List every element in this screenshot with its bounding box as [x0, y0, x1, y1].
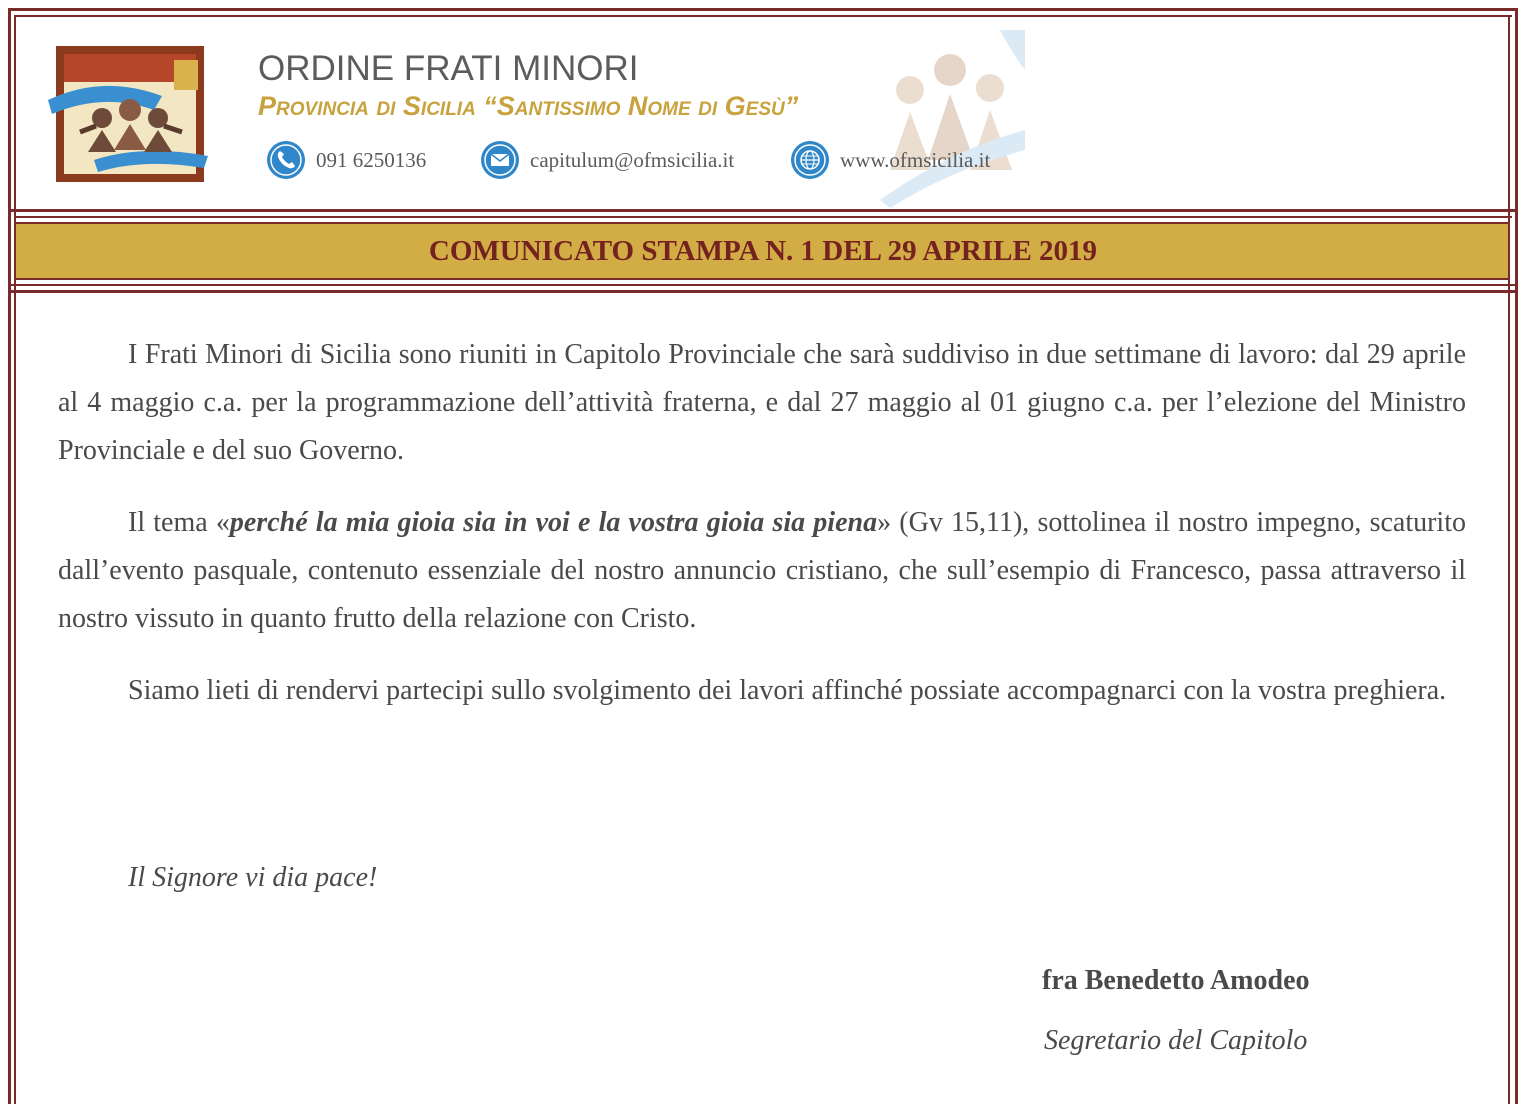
- paragraph-2-intro: Il tema «: [128, 507, 230, 538]
- header-rule-1: [8, 209, 1518, 212]
- signature-role: Segretario del Capitolo: [1044, 1025, 1308, 1056]
- band-rule-1: [8, 284, 1518, 286]
- paragraph-2: [58, 499, 1466, 643]
- signature-name: fra Benedetto Amodeo: [1042, 965, 1310, 996]
- header-rule-2: [14, 216, 1512, 218]
- frame-left-outer: [8, 8, 11, 1104]
- paragraph-2-rest: » (Gv 15,11), sottolinea il nostro impegno, scaturito dall’evento pasquale, contenuto essenziale del nostro annuncio cristiano, che sull’esempio di Francesco, passa attraverso il nostro vissuto in quanto frutto della relazione con Cristo.: [58, 507, 1466, 634]
- frame-left-inner: [14, 15, 16, 1104]
- mail-icon: [480, 140, 520, 180]
- province-name: Provincia di Sicilia “Santissimo Nome di Gesù”: [258, 91, 799, 121]
- frame-right-outer: [1515, 8, 1518, 1104]
- band-rule-2: [8, 290, 1518, 293]
- contact-email[interactable]: [480, 138, 734, 182]
- email-address: capitulum@ofmsicilia.it: [530, 147, 735, 172]
- org-title: ORDINE FRATI MINORI: [258, 49, 639, 88]
- globe-icon: [790, 140, 830, 180]
- contact-phone[interactable]: [266, 138, 426, 182]
- closing-greeting: Il Signore vi dia pace!: [128, 862, 378, 893]
- website-url: www.ofmsicilia.it: [840, 147, 991, 172]
- frame-top-inner: [14, 15, 1512, 17]
- phone-number: 091 6250136: [316, 147, 427, 172]
- paragraph-3: Siamo lieti di rendervi partecipi sullo svolgimento dei lavori affinché possiate accompagnarci con la vostra preghiera.: [128, 675, 1447, 706]
- phone-icon: [266, 140, 306, 180]
- press-release-title: COMUNICATO STAMPA N. 1 DEL 29 APRILE 2019: [428, 235, 1098, 267]
- contact-website[interactable]: [790, 138, 990, 182]
- chapter-logo-icon: [44, 40, 212, 188]
- paragraph-1: I Frati Minori di Sicilia sono riuniti in Capitolo Provinciale che sarà suddiviso in due settimane di lavoro: dal 29 aprile al 4 maggio c.a. per la programmazione dell’attività fraterna, e dal 27 maggio al 01 giugno c.a. per l’elezione del Ministro Provinciale e del suo Governo.: [58, 339, 1466, 466]
- frame-right-inner: [1508, 15, 1510, 1104]
- theme-verse: perché la mia gioia sia in voi e la vostra gioia sia piena: [229, 507, 878, 538]
- frame-top-outer: [8, 8, 1518, 11]
